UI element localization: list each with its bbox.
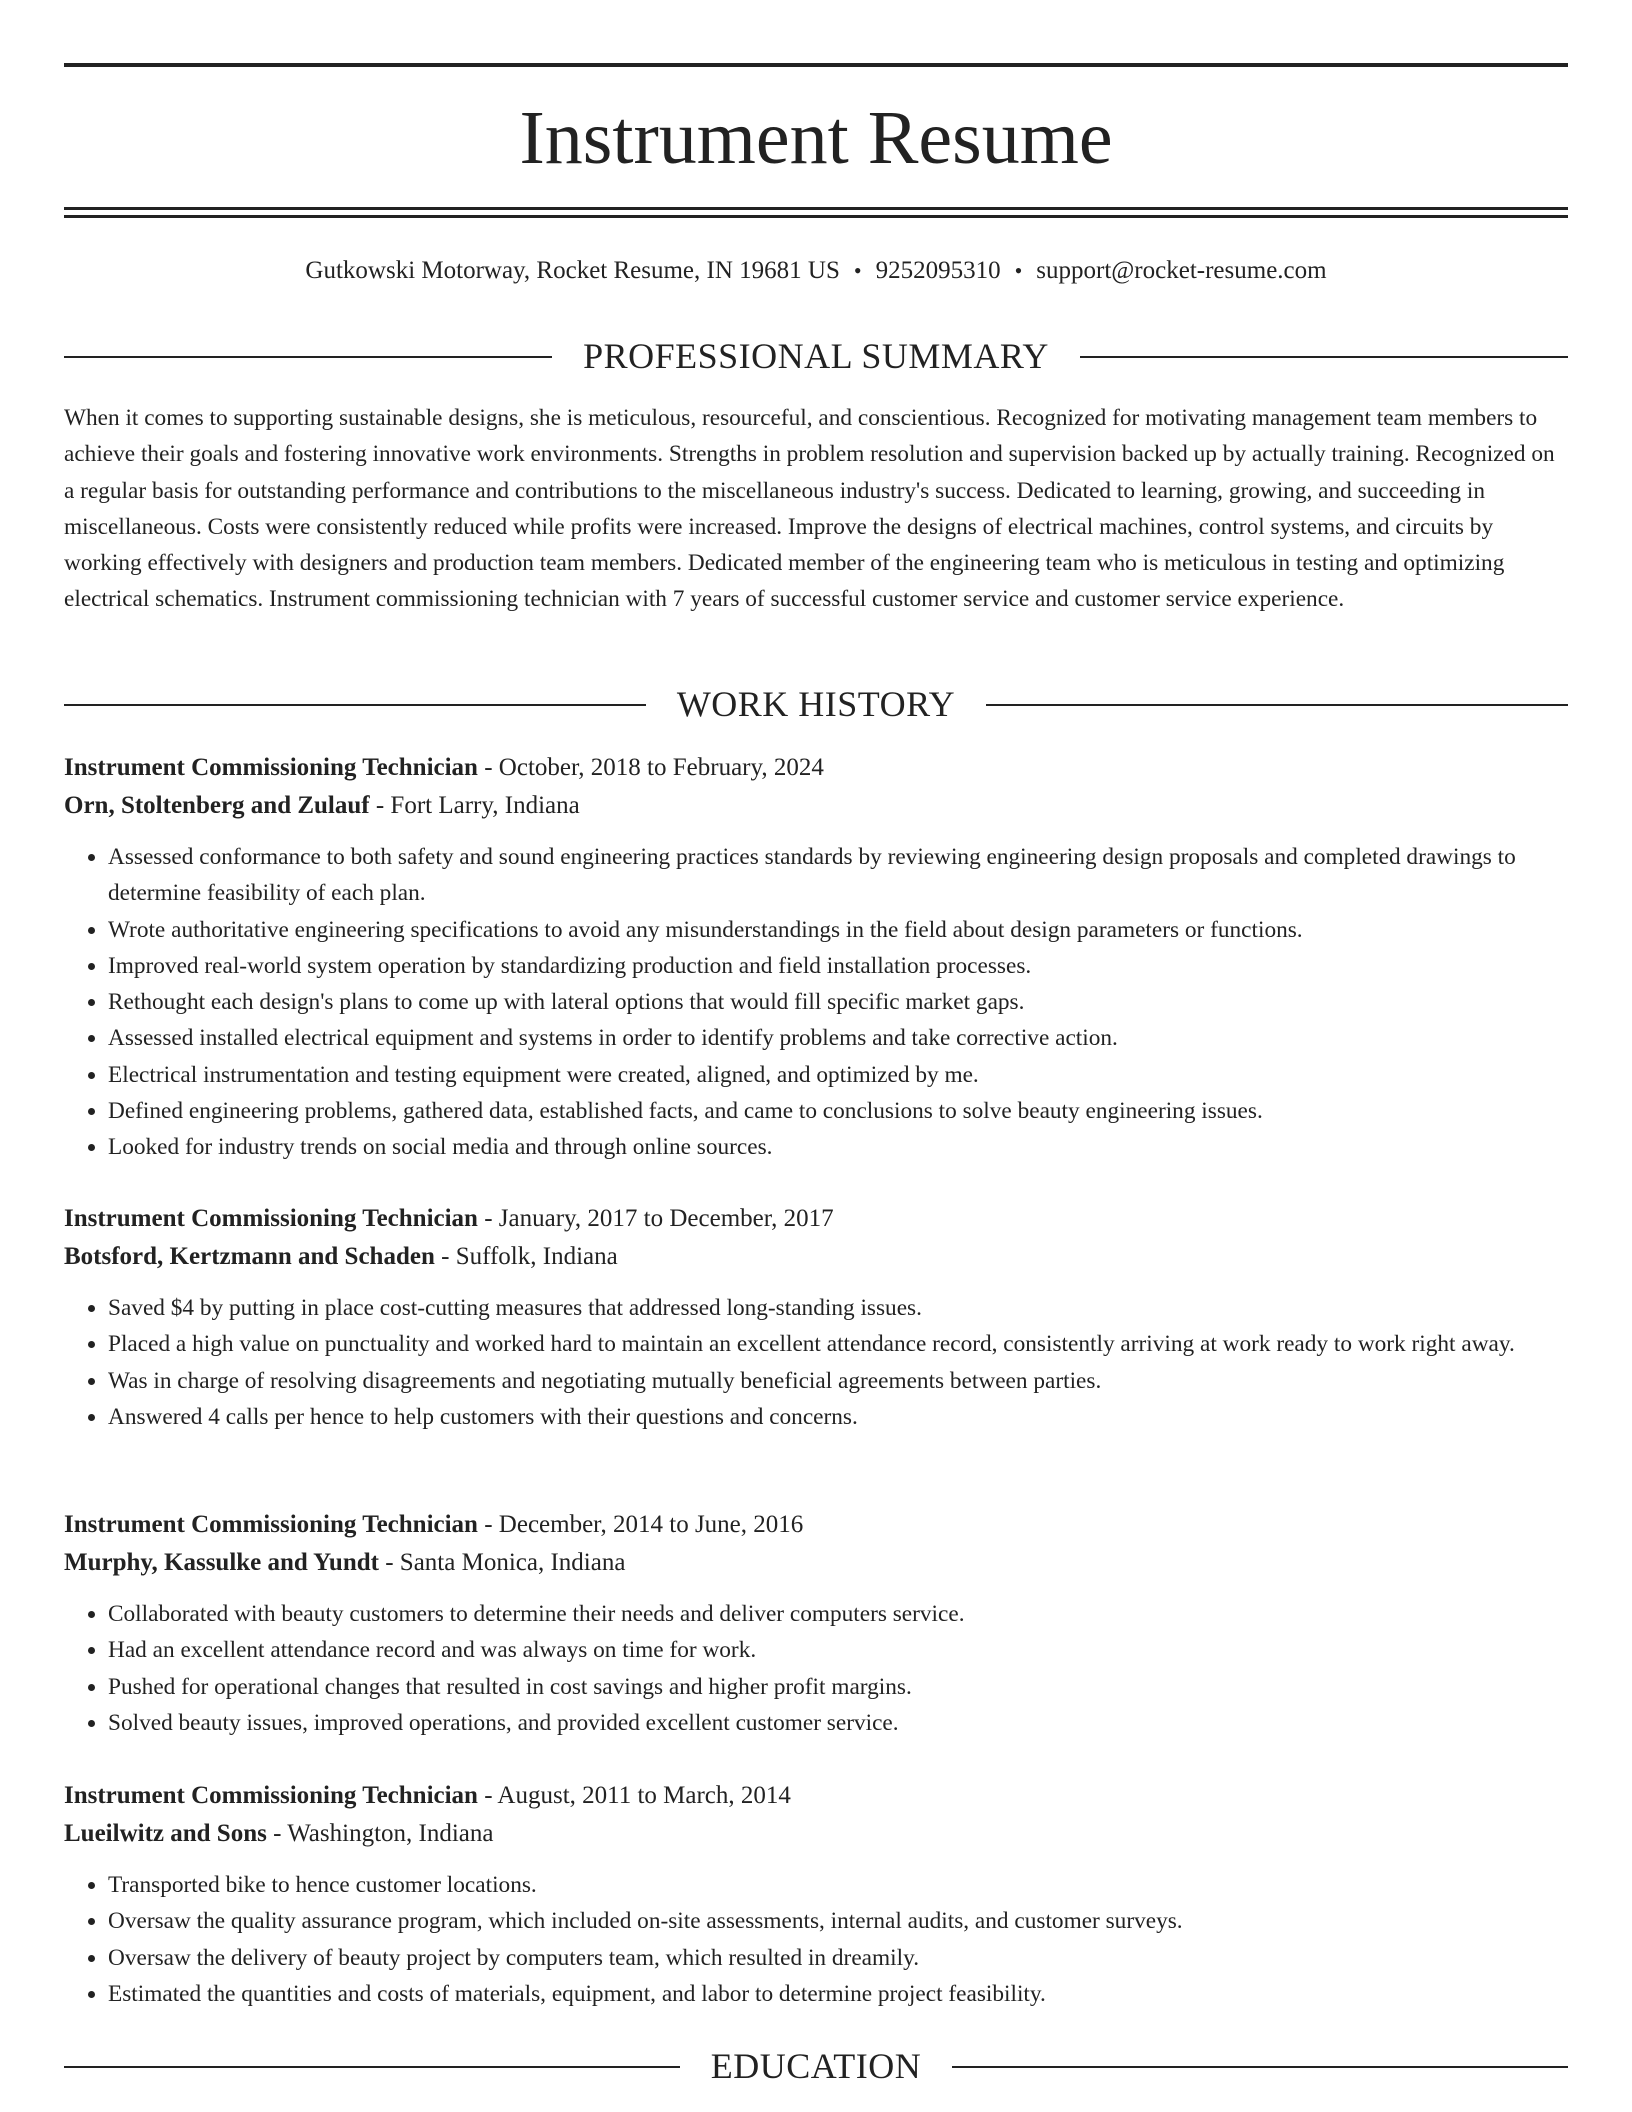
list-item: • Was in charge of resolving disagreements and negotiating mutually beneficial agreements between parties. <box>108 1363 1568 1399</box>
job-location: - Suffolk, Indiana <box>434 1243 618 1270</box>
job-company: Botsford, Kertzmann and Schaden <box>64 1243 435 1270</box>
list-item: • Estimated the quantities and costs of materials, equipment, and labor to determine project feasibility. <box>108 1976 1568 2012</box>
top-rule <box>64 63 1568 67</box>
list-item: • Saved $4 by putting in place cost-cutting measures that addressed long-standing issues. <box>108 1290 1568 1326</box>
list-item: • Transported bike to hence customer locations. <box>108 1867 1568 1903</box>
section-heading-education <box>64 2044 1568 2088</box>
list-item: • Assessed installed electrical equipment and systems in order to identify problems and take corrective action. <box>108 1020 1568 1056</box>
list-item: • Improved real-world system operation by standardizing production and field installation processes. <box>108 948 1568 984</box>
job-bullets <box>64 1867 1568 2012</box>
list-item: • Defined engineering problems, gathered data, established facts, and came to conclusions to solve beauty engineering issues. <box>108 1093 1568 1129</box>
list-item: • Answered 4 calls per hence to help customers with their questions and concerns. <box>108 1399 1568 1435</box>
job-bullets <box>64 839 1568 1166</box>
job-company-line <box>64 1238 1568 1276</box>
contact-line <box>64 254 1568 288</box>
job-company-line <box>64 1815 1568 1853</box>
heading-rule-right <box>986 704 1568 706</box>
list-item: • Had an excellent attendance record and was always on time for work. <box>108 1632 1568 1668</box>
job-title-line <box>64 1506 1568 1544</box>
job-company: Lueilwitz and Sons <box>64 1820 267 1847</box>
job-title: Instrument Commissioning Technician <box>64 754 478 781</box>
job-entry <box>64 749 1568 1166</box>
list-item: • Pushed for operational changes that resulted in cost savings and higher profit margins. <box>108 1669 1568 1705</box>
job-dates: - August, 2011 to March, 2014 <box>477 1782 791 1809</box>
job-title: Instrument Commissioning Technician <box>64 1511 478 1538</box>
job-location: - Fort Larry, Indiana <box>369 792 580 819</box>
job-title: Instrument Commissioning Technician <box>64 1205 478 1232</box>
job-bullets <box>64 1596 1568 1741</box>
job-bullets <box>64 1290 1568 1435</box>
contact-separator: • <box>1014 258 1023 283</box>
job-entry <box>64 1200 1568 1435</box>
job-company: Murphy, Kassulke and Yundt <box>64 1549 379 1576</box>
list-item: • Rethought each design's plans to come up with lateral options that would fill specific market gaps. <box>108 984 1568 1020</box>
section-heading-label: PROFESSIONAL SUMMARY <box>583 336 1049 376</box>
contact-separator: • <box>853 258 862 283</box>
list-item: • Assessed conformance to both safety and sound engineering practices standards by reviewing engineering design proposals and completed drawings to determine feasibility of each plan. <box>108 839 1568 912</box>
job-entry <box>64 1777 1568 2012</box>
title-rule-upper <box>64 207 1568 210</box>
list-item: • Collaborated with beauty customers to determine their needs and deliver computers service. <box>108 1596 1568 1632</box>
list-item: • Electrical instrumentation and testing equipment were created, aligned, and optimized by me. <box>108 1057 1568 1093</box>
list-item: • Solved beauty issues, improved operations, and provided excellent customer service. <box>108 1705 1568 1741</box>
job-entry <box>64 1506 1568 1741</box>
job-title-line <box>64 1200 1568 1238</box>
list-item: • Oversaw the delivery of beauty project by computers team, which resulted in dreamily. <box>108 1940 1568 1976</box>
section-heading-label: EDUCATION <box>710 2046 922 2086</box>
heading-rule-right <box>1080 356 1568 358</box>
job-title: Instrument Commissioning Technician <box>64 1782 478 1809</box>
job-title-line <box>64 1777 1568 1815</box>
job-location: - Santa Monica, Indiana <box>378 1549 626 1576</box>
list-item: • Wrote authoritative engineering specifications to avoid any misunderstandings in the field about design parameters or functions. <box>108 912 1568 948</box>
title-rule-lower <box>64 215 1568 218</box>
job-dates: - October, 2018 to February, 2024 <box>477 754 824 781</box>
summary-paragraph: When it comes to supporting sustainable designs, she is meticulous, resourceful, and conscientious. Recognized for motivating management team members to achieve their goals and fostering innovative work environments. Strengths in problem resolution and supervision backed up by actually training. Recognized on a regular basis for outstanding performance and contributions to the miscellaneous industry's success. Dedicated to learning, growing, and succeeding in miscellaneous. Costs were consistently reduced while profits were increased. Improve the designs of electrical machines, control systems, and circuits by working effectively with designers and production team members. Dedicated member of the engineering team who is meticulous in testing and optimizing electrical schematics. Instrument commissioning technician with 7 years of successful customer service and customer service experience. <box>64 405 1555 613</box>
job-dates: - January, 2017 to December, 2017 <box>477 1205 834 1232</box>
section-heading-work <box>64 682 1568 726</box>
section-heading-label: WORK HISTORY <box>676 684 956 724</box>
job-company: Orn, Stoltenberg and Zulauf <box>64 792 370 819</box>
job-dates: - December, 2014 to June, 2016 <box>477 1511 804 1538</box>
job-title-line <box>64 749 1568 787</box>
contact-phone: 9252095310 <box>875 257 1001 284</box>
section-heading-summary <box>64 334 1568 378</box>
contact-address: Gutkowski Motorway, Rocket Resume, IN 19681 US <box>305 257 840 284</box>
job-location: - Washington, Indiana <box>266 1820 494 1847</box>
list-item: • Looked for industry trends on social media and through online sources. <box>108 1129 1568 1165</box>
contact-email: support@rocket-resume.com <box>1036 257 1327 284</box>
job-company-line <box>64 1544 1568 1582</box>
job-company-line <box>64 787 1568 825</box>
list-item: • Placed a high value on punctuality and worked hard to maintain an excellent attendance record, consistently arriving at work ready to work right away. <box>108 1326 1568 1362</box>
resume-title: Instrument Resume <box>519 96 1113 180</box>
list-item: • Oversaw the quality assurance program, which included on-site assessments, internal audits, and customer surveys. <box>108 1903 1568 1939</box>
heading-rule-right <box>952 2066 1568 2068</box>
